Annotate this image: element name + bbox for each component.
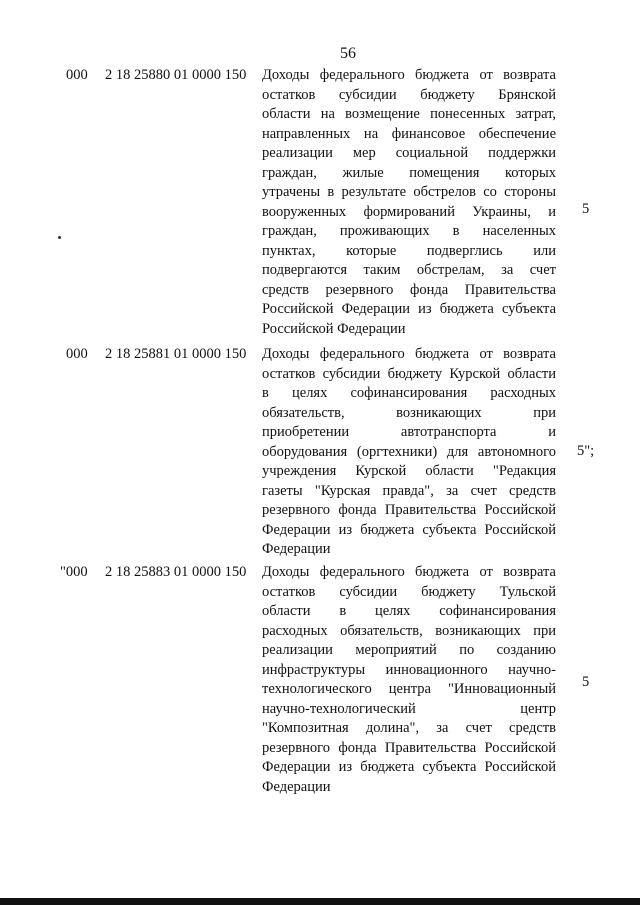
description-line: в целях софинансирования расходных xyxy=(262,385,556,401)
description-line: Федерации из бюджета субъекта Российской xyxy=(262,759,556,775)
budget-code: 2 18 25883 01 0000 150 xyxy=(105,564,247,580)
description-line: остатков субсидии бюджету Брянской xyxy=(262,86,556,103)
description-line: остатков субсидии бюджету Курской области xyxy=(262,365,556,382)
description-line: утрачены в результате обстрелов со стороны xyxy=(262,184,556,200)
description-line: "Композитная долина", за счет средств xyxy=(262,720,556,736)
norm-value: 5 xyxy=(582,201,590,217)
row-description xyxy=(262,563,556,797)
description-line: Федерации xyxy=(262,541,331,557)
row-description xyxy=(262,345,556,560)
description-line: Российской Федерации из бюджета субъекта xyxy=(262,301,556,317)
description-line: технологического центра "Инновационный xyxy=(262,681,556,697)
description-line: реализации мероприятий по созданию xyxy=(262,642,556,658)
description-line: остатков субсидии бюджету Тульской xyxy=(262,583,556,600)
description-line: инфраструктуры инновационного научно- xyxy=(262,661,556,678)
description-line: Доходы федерального бюджета от возврата xyxy=(262,67,556,83)
admin-code: 000 xyxy=(66,67,88,83)
description-line: направленных на финансовое обеспечение xyxy=(262,125,556,142)
page-number: 56 xyxy=(340,45,356,62)
description-line: подвергаются таким обстрелам, за счет xyxy=(262,262,556,278)
description-line: приобретении автотранспорта и xyxy=(262,424,556,440)
admin-code: "000 xyxy=(60,564,88,580)
description-line: реализации мер социальной поддержки xyxy=(262,145,556,161)
norm-value: 5"; xyxy=(577,443,595,459)
description-line: учреждения Курской области "Редакция xyxy=(262,463,556,479)
description-line: граждан, жилые помещения которых xyxy=(262,164,556,181)
description-line: области в целях софинансирования xyxy=(262,603,556,619)
budget-code: 2 18 25881 01 0000 150 xyxy=(105,346,247,362)
description-line: Федерации xyxy=(262,778,331,795)
description-line: резервного фонда Правительства Российской xyxy=(262,502,556,518)
description-line: резервного фонда Правительства Российской xyxy=(262,739,556,756)
description-line: средств резервного фонда Правительства xyxy=(262,281,556,298)
description-line: Доходы федерального бюджета от возврата xyxy=(262,346,556,362)
description-line: газеты "Курская правда", за счет средств xyxy=(262,482,556,499)
description-line: обязательств, возникающих при xyxy=(262,404,556,421)
scan-speck xyxy=(58,236,61,239)
description-line: вооруженных формирований Украины, и xyxy=(262,203,556,220)
description-line: Доходы федерального бюджета от возврата xyxy=(262,564,556,580)
admin-code: 000 xyxy=(66,346,88,362)
scan-border xyxy=(0,898,640,905)
description-line: области на возмещение понесенных затрат, xyxy=(262,106,556,122)
budget-code: 2 18 25880 01 0000 150 xyxy=(105,67,247,83)
description-line: граждан, проживающих в населенных xyxy=(262,223,556,239)
norm-value: 5 xyxy=(582,674,590,690)
description-line: Федерации из бюджета субъекта Российской xyxy=(262,521,556,538)
description-line: оборудования (оргтехники) для автономного xyxy=(262,443,556,460)
description-line: научно-технологический центр xyxy=(262,700,556,717)
row-description xyxy=(262,66,556,339)
description-line: расходных обязательств, возникающих при xyxy=(262,622,556,639)
description-line: пунктах, которые подверглись или xyxy=(262,242,556,259)
description-line: Российской Федерации xyxy=(262,320,406,337)
